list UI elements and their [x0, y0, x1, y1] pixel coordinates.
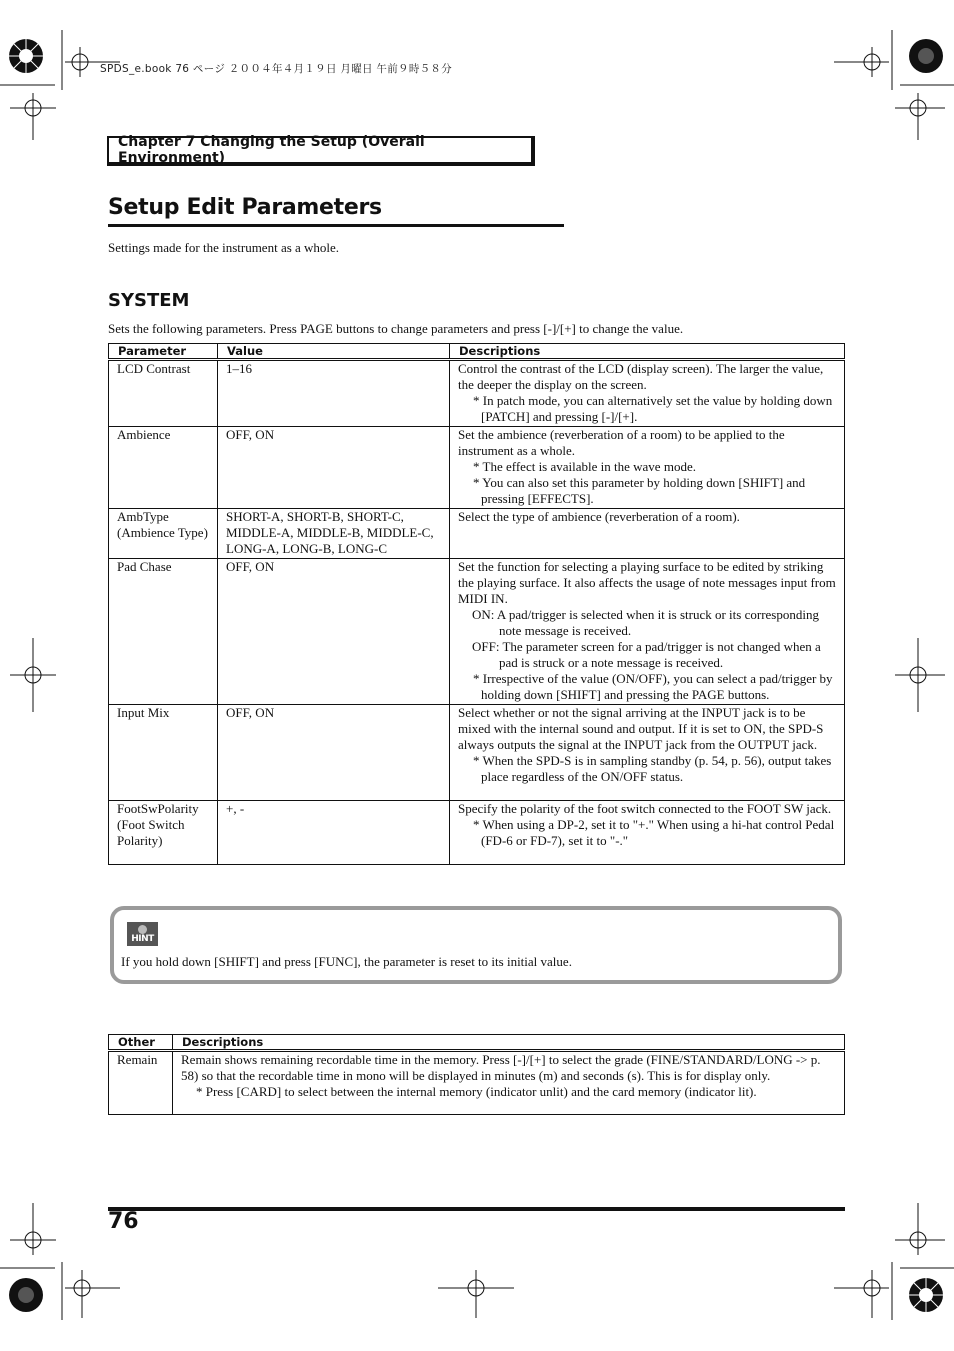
description-note: * When using a DP-2, set it to "+." When using a hi-hat control Pedal (FD-6 or FD-7), set it to "-." [473, 817, 835, 848]
description-text: Set the ambience (reverberation of a room) to be applied to the instrument as a whole. [458, 427, 785, 458]
file-header-line: SPDS_e.book 76 ページ ２００４年４月１９日 月曜日 午前９時５８分 [100, 63, 453, 75]
description-text: Remain shows remaining recordable time in the memory. Press [-]/[+] to select the grade (FINE/STANDARD/LONG -> p. 58) so that the recordable time in mono will be displayed in minutes (m) and seconds (s). This is for display only. [181, 1052, 821, 1083]
description-text: Control the contrast of the LCD (display screen). The larger the value, the deeper the display on the screen. [458, 361, 824, 392]
param-description [450, 559, 845, 705]
page-title: Setup Edit Parameters [108, 195, 564, 227]
param-value: 1–16 [218, 360, 450, 427]
section-intro-system: Sets the following parameters. Press PAGE buttons to change parameters and press [-]/[+] to change the value. [108, 321, 684, 336]
description-note: * Press [CARD] to select between the internal memory (indicator unlit) and the card memory (indicator lit). [196, 1084, 757, 1099]
table-row [109, 509, 845, 559]
param-description [450, 427, 845, 509]
table-row [109, 559, 845, 705]
other-table [108, 1034, 845, 1115]
table-row [109, 427, 845, 509]
column-header-other: Other [109, 1035, 173, 1051]
column-header-value: Value [218, 344, 450, 360]
hint-box [110, 906, 842, 984]
param-name: Input Mix [109, 705, 218, 801]
description-note: * When the SPD-S is in sampling standby (p. 54, p. 56), output takes place regardless of the ON/OFF status. [473, 753, 832, 784]
column-header-parameter: Parameter [109, 344, 218, 360]
param-value: OFF, ON [218, 427, 450, 509]
param-description [450, 705, 845, 801]
param-value: +, - [218, 801, 450, 865]
footer-rule [108, 1207, 845, 1211]
table-header-row [109, 1035, 845, 1051]
chapter-title-box [107, 136, 535, 166]
table-row [109, 801, 845, 865]
page-intro: Settings made for the instrument as a whole. [108, 240, 340, 255]
description-note: * In patch mode, you can alternatively set the value by holding down [PATCH] and pressing [-]/[+]. [473, 393, 833, 424]
param-value: OFF, ON [218, 559, 450, 705]
table-row [109, 1051, 845, 1115]
page-number: 76 [108, 1209, 139, 1234]
param-name: FootSwPolarity (Foot Switch Polarity) [109, 801, 218, 865]
description-text: Set the function for selecting a playing surface to be edited by striking the playing surface. It also affects the usage of note messages input from MIDI IN. [458, 559, 836, 606]
param-name: AmbType (Ambience Type) [109, 509, 218, 559]
hint-icon: HINT [127, 922, 158, 946]
other-description [173, 1051, 845, 1115]
system-parameter-table [108, 343, 845, 865]
param-name: Pad Chase [109, 559, 218, 705]
column-header-descriptions: Descriptions [450, 344, 845, 360]
param-description [450, 360, 845, 427]
param-name: Ambience [109, 427, 218, 509]
description-option-off: OFF: The parameter screen for a pad/trigger is not changed when a pad is struck or a note message is received. [472, 639, 821, 670]
table-header-row [109, 344, 845, 360]
chapter-title: Chapter 7 Changing the Setup (Overall Environment) [118, 134, 425, 166]
description-text: Select whether or not the signal arriving at the INPUT jack is to be mixed with the internal sound and output. If it is set to ON, the SPD-S always outputs the signal at the INPUT jack from the OUTPUT jack. [458, 705, 824, 752]
hint-text: If you hold down [SHIFT] and press [FUNC], the parameter is reset to its initial value. [121, 954, 572, 969]
param-description [450, 509, 845, 559]
param-description [450, 801, 845, 865]
table-row [109, 360, 845, 427]
param-value: OFF, ON [218, 705, 450, 801]
description-text: Specify the polarity of the foot switch connected to the FOOT SW jack. [458, 801, 832, 816]
param-name: LCD Contrast [109, 360, 218, 427]
description-option-on: ON: A pad/trigger is selected when it is struck or its corresponding note message is received. [472, 607, 819, 638]
section-heading-system: SYSTEM [108, 290, 190, 311]
description-note: * You can also set this parameter by holding down [SHIFT] and pressing [EFFECTS]. [473, 475, 806, 506]
description-text: Select the type of ambience (reverberation of a room). [458, 509, 740, 524]
description-note: * Irrespective of the value (ON/OFF), you can select a pad/trigger by holding down [SHIFT] and pressing the PAGE buttons. [473, 671, 833, 702]
column-header-descriptions: Descriptions [173, 1035, 845, 1051]
description-note: * The effect is available in the wave mode. [473, 459, 696, 474]
param-value: SHORT-A, SHORT-B, SHORT-C, MIDDLE-A, MIDDLE-B, MIDDLE-C, LONG-A, LONG-B, LONG-C [218, 509, 450, 559]
table-row [109, 705, 845, 801]
other-name: Remain [109, 1051, 173, 1115]
